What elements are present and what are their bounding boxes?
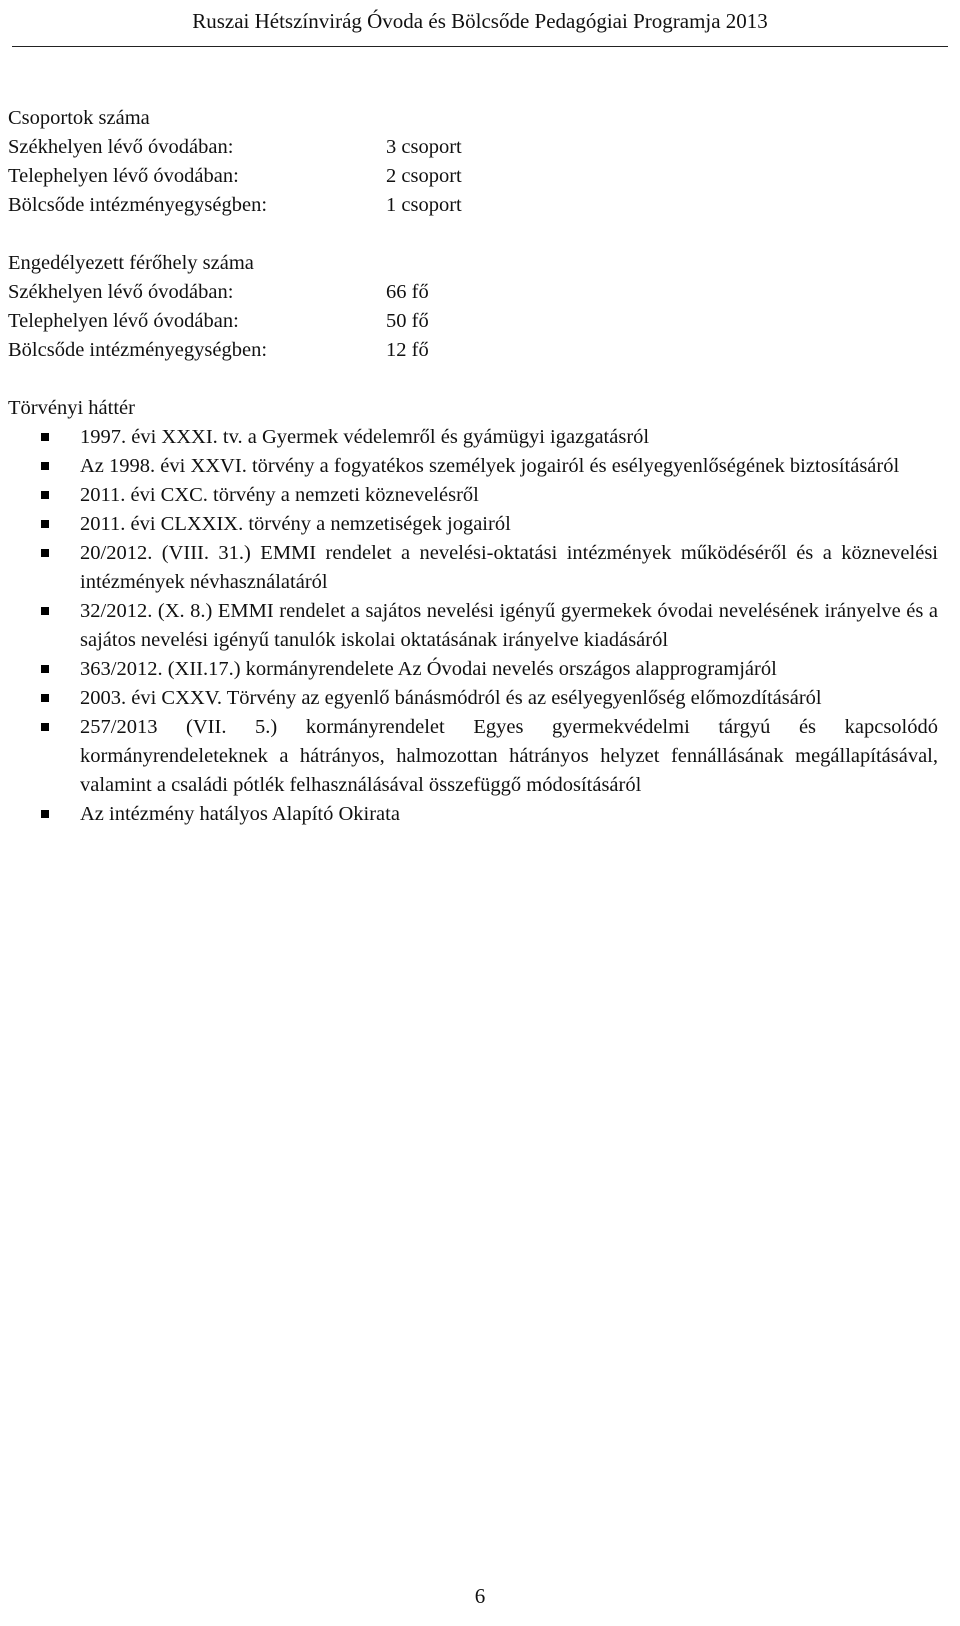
law-item-text: 257/2013 (VII. 5.) kormányrendelet Egyes gyermekvédelmi tárgyú és kapcsolódó kormányrendeleteknek a hátrányos, halmozottan hátrányos helyzet fennállásának megállapításával, valamint a családi pótlék felhasználásával összefüggő módosításáról [80,716,938,796]
places-row-value: 12 fő [386,339,429,361]
law-item [80,597,944,655]
law-item-text: 20/2012. (VIII. 31.) EMMI rendelet a nevelési-oktatási intézmények működéséről és a köznevelési intézmények névhasználatáról [80,542,938,593]
places-row-label: Telephelyen lévő óvodában: [8,310,239,332]
groups-row [8,133,944,162]
square-bullet-icon [41,694,49,702]
groups-section [8,104,944,220]
places-row-value: 66 fő [386,281,429,303]
groups-row-value: 3 csoport [386,136,462,158]
law-item [80,684,944,713]
law-item-text: 363/2012. (XII.17.) kormányrendelete Az Óvodai nevelés országos alapprogramjáról [80,658,777,680]
places-row-value: 50 fő [386,310,429,332]
places-row [8,336,944,365]
groups-row-value: 2 csoport [386,165,462,187]
law-item [80,423,944,452]
groups-row-value: 1 csoport [386,194,462,216]
legal-section [8,394,944,829]
square-bullet-icon [41,433,49,441]
square-bullet-icon [41,665,49,673]
law-item-text: 2003. évi CXXV. Törvény az egyenlő bánásmódról és az esélyegyenlőség előmozdításáról [80,687,822,709]
law-item-text: Az 1998. évi XXVI. törvény a fogyatékos személyek jogairól és esélyegyenlőségének biztosításáról [80,455,900,477]
law-item-text: 1997. évi XXXI. tv. a Gyermek védelemről és gyámügyi igazgatásról [80,426,650,448]
square-bullet-icon [41,810,49,818]
groups-row-label: Telephelyen lévő óvodában: [8,165,239,187]
square-bullet-icon [41,723,49,731]
law-item-text: 32/2012. (X. 8.) EMMI rendelet a sajátos nevelési igényű gyermekek óvodai nevelésének irányelve és a sajátos nevelési igényű tanulók iskolai oktatásának irányelve kiadásáról [80,600,938,651]
square-bullet-icon [41,607,49,615]
page-content [8,104,944,829]
law-list [8,423,944,829]
document-title: Ruszai Hétszínvirág Óvoda és Bölcsőde Pedagógiai Programja 2013 [192,9,768,33]
square-bullet-icon [41,462,49,470]
law-item-text: 2011. évi CLXXIX. törvény a nemzetiségek jogairól [80,513,511,535]
groups-heading: Csoportok száma [8,107,150,129]
legal-heading: Törvényi háttér [8,397,135,419]
places-row [8,307,944,336]
places-row-label: Bölcsőde intézményegységben: [8,339,268,361]
places-heading: Engedélyezett férőhely száma [8,252,254,274]
law-item-text: Az intézmény hatályos Alapító Okirata [80,803,400,825]
page-number: 6 [474,1584,486,1608]
square-bullet-icon [41,520,49,528]
places-row-label: Székhelyen lévő óvodában: [8,281,234,303]
groups-row [8,162,944,191]
law-item [80,800,944,829]
section-spacer [8,365,944,394]
law-item [80,481,944,510]
groups-row-label: Székhelyen lévő óvodában: [8,136,234,158]
law-item [80,510,944,539]
header-divider [12,46,948,47]
law-item [80,713,944,800]
law-item [80,539,944,597]
places-section [8,249,944,365]
groups-row-label: Bölcsőde intézményegységben: [8,194,268,216]
law-item [80,452,944,481]
square-bullet-icon [41,491,49,499]
groups-row [8,191,944,220]
page-header [0,0,960,48]
places-row [8,278,944,307]
section-spacer [8,220,944,249]
law-item-text: 2011. évi CXC. törvény a nemzeti köznevelésről [80,484,479,506]
law-item [80,655,944,684]
square-bullet-icon [41,549,49,557]
